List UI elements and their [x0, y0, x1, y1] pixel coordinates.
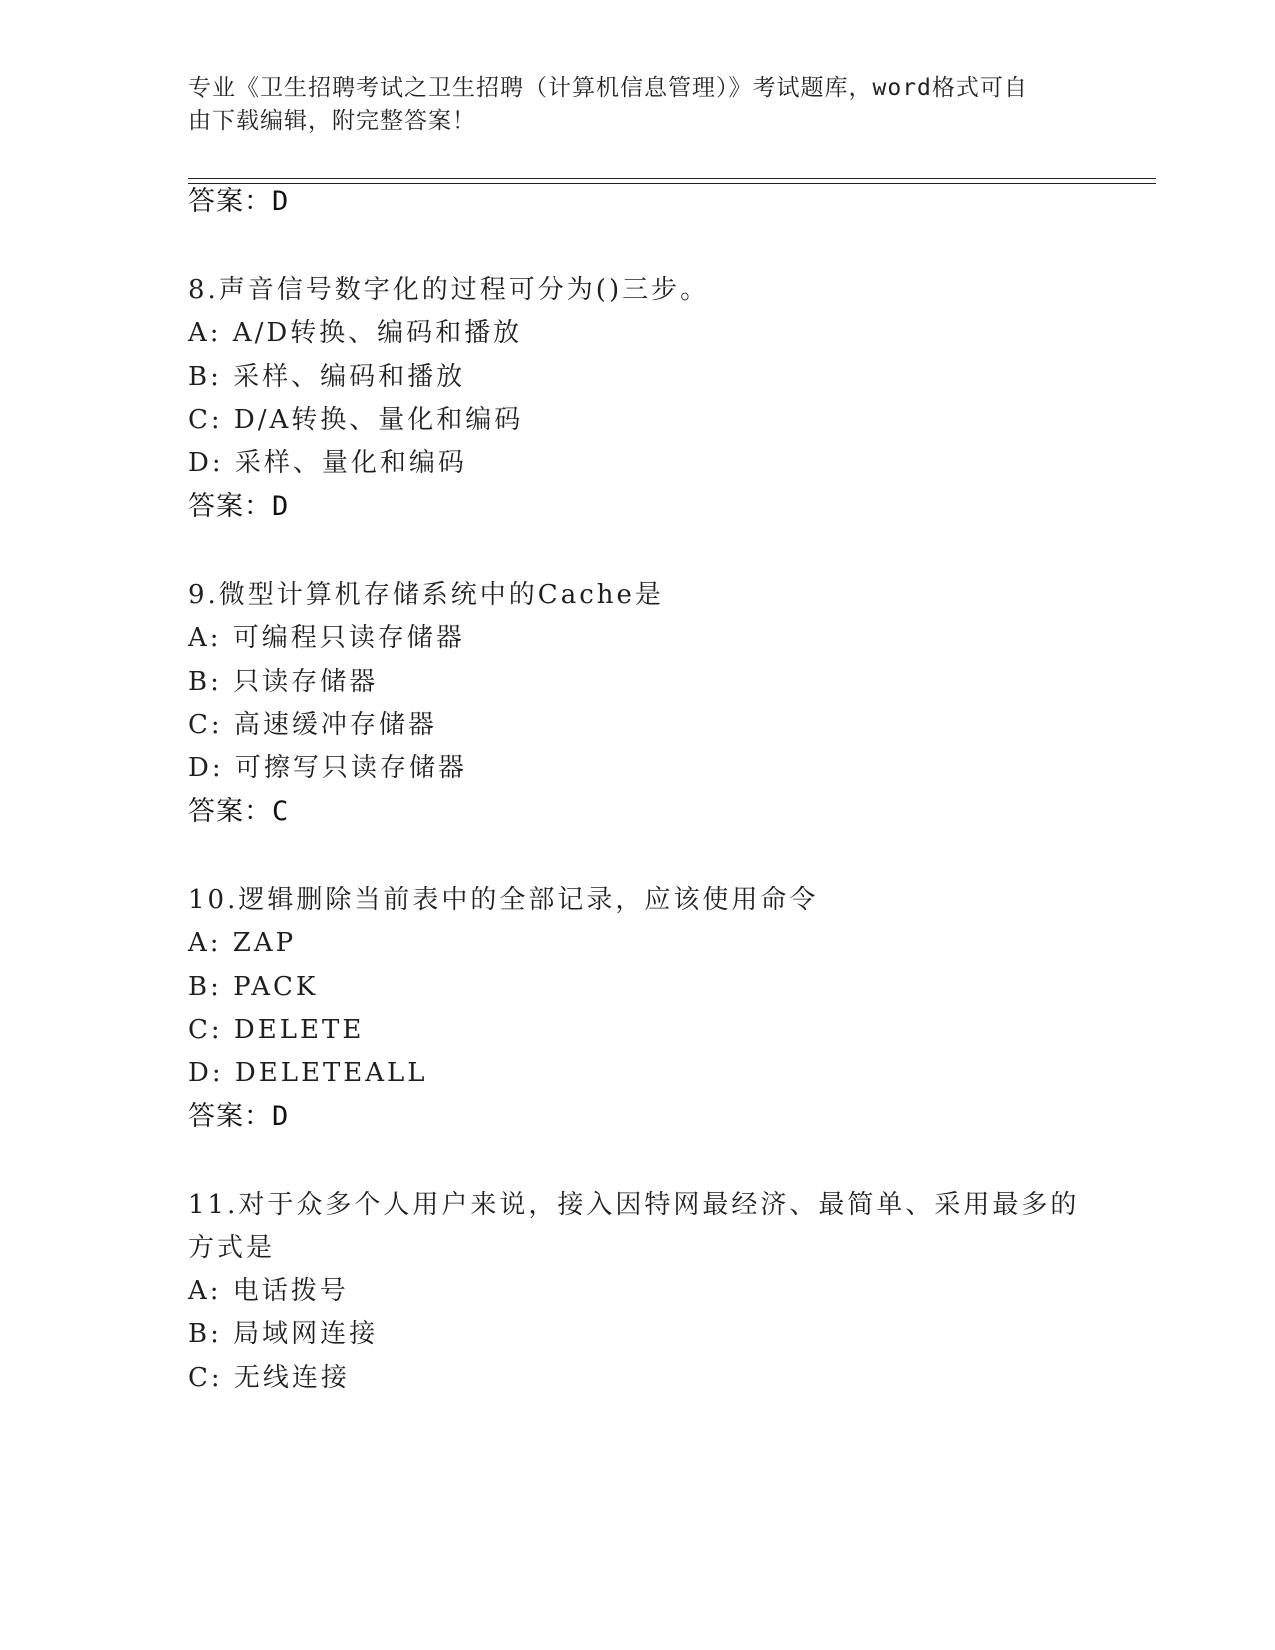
option-a: A: A/D转换、编码和播放	[188, 318, 523, 348]
option-b: B: 局域网连接	[188, 1319, 379, 1349]
header-divider-bottom	[188, 183, 1156, 184]
header-line-1: 专业《卫生招聘考试之卫生招聘（计算机信息管理）》考试题库，word格式可自	[188, 75, 1028, 101]
question-stem: 9.微型计算机存储系统中的Cache是	[188, 580, 664, 610]
option-d: D: 采样、量化和编码	[188, 448, 467, 478]
option-a: A: 电话拨号	[188, 1276, 349, 1306]
question-stem-continued: 方式是	[188, 1233, 276, 1263]
option-b: B: 只读存储器	[188, 667, 379, 697]
option-c: C: 无线连接	[188, 1363, 350, 1393]
document-header	[188, 72, 1078, 138]
question-stem: 10.逻辑删除当前表中的全部记录，应该使用命令	[188, 885, 819, 915]
answer-line: 答案：D	[188, 491, 290, 522]
option-d: D: DELETEALL	[188, 1058, 428, 1088]
option-c: C: DELETE	[188, 1015, 365, 1045]
header-line-2: 由下载编辑，附完整答案！	[188, 108, 476, 134]
option-a: A: 可编程只读存储器	[188, 623, 465, 653]
header-divider-top	[188, 178, 1156, 179]
question-stem: 11.对于众多个人用户来说，接入因特网最经济、最简单、采用最多的	[188, 1190, 1080, 1220]
question-stem: 8.声音信号数字化的过程可分为()三步。	[188, 275, 710, 305]
option-c: C: D/A转换、量化和编码	[188, 405, 524, 435]
answer-line: 答案：D	[188, 1101, 290, 1132]
option-b: B: 采样、编码和播放	[188, 362, 466, 392]
option-d: D: 可擦写只读存储器	[188, 753, 467, 783]
option-c: C: 高速缓冲存储器	[188, 710, 437, 740]
option-b: B: PACK	[188, 972, 319, 1002]
answer-line: 答案：D	[188, 186, 290, 217]
option-a: A: ZAP	[188, 928, 297, 958]
answer-line: 答案：C	[188, 796, 290, 827]
